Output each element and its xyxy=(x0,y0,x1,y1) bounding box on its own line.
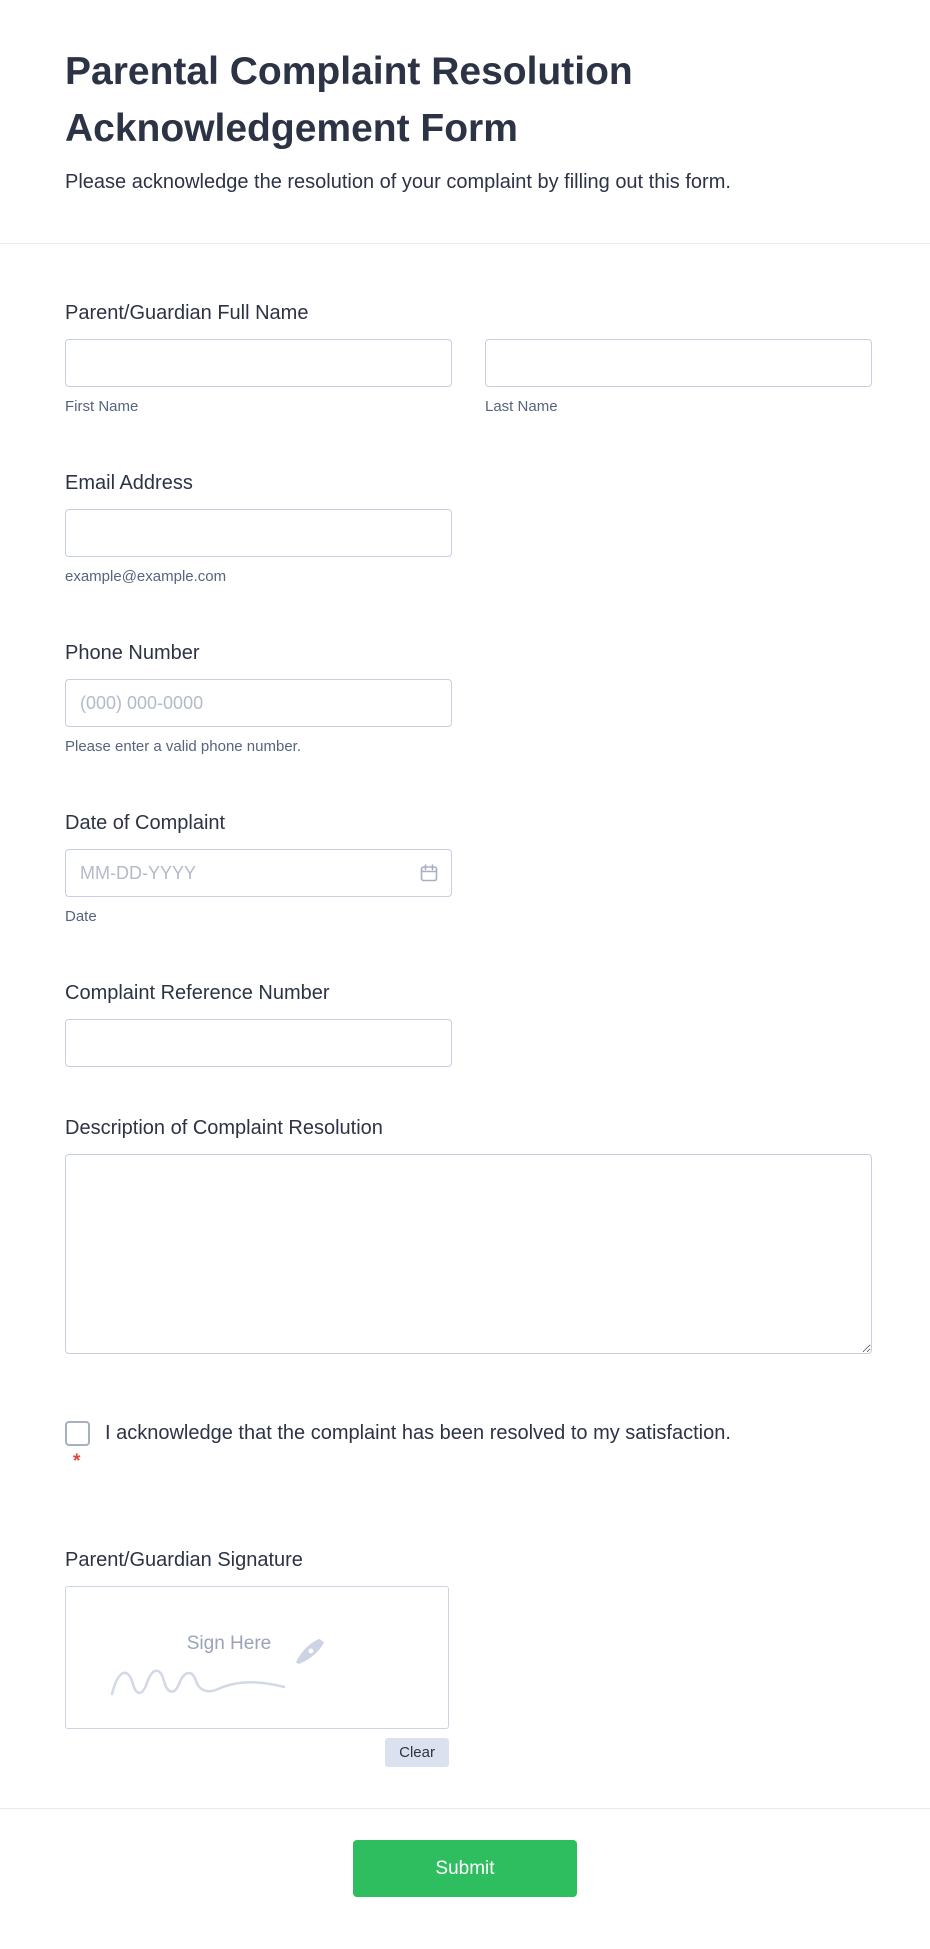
clear-signature-button[interactable]: Clear xyxy=(385,1738,449,1767)
email-sublabel: example@example.com xyxy=(65,568,227,586)
last-name-sublabel: Last Name xyxy=(485,398,558,416)
submit-button[interactable]: Submit xyxy=(353,1840,577,1897)
acknowledge-checkbox[interactable] xyxy=(65,1421,90,1446)
acknowledge-label[interactable]: I acknowledge that the complaint has been resolved to my satisfaction. xyxy=(105,1422,731,1445)
last-name-column xyxy=(485,339,872,415)
signature-wrap xyxy=(65,1586,449,1767)
form-subtitle: Please acknowledge the resolution of your complaint by filling out this form. xyxy=(65,171,731,194)
field-description xyxy=(65,1117,865,1359)
reference-label: Complaint Reference Number xyxy=(65,982,330,1005)
date-input[interactable] xyxy=(65,849,452,897)
signature-pad[interactable] xyxy=(65,1586,449,1729)
acknowledgement-row[interactable] xyxy=(65,1421,865,1446)
field-signature xyxy=(65,1549,865,1767)
phone-sublabel: Please enter a valid phone number. xyxy=(65,738,301,756)
description-label: Description of Complaint Resolution xyxy=(65,1117,383,1140)
name-row xyxy=(65,339,865,415)
sign-here-text: Sign Here xyxy=(186,1633,272,1655)
form-body xyxy=(0,244,930,1767)
description-textarea[interactable] xyxy=(65,1154,872,1354)
reference-input[interactable] xyxy=(65,1019,452,1067)
date-sublabel: Date xyxy=(65,908,97,926)
field-phone xyxy=(65,642,865,755)
form-header xyxy=(0,0,930,244)
email-input[interactable] xyxy=(65,509,452,557)
first-name-column xyxy=(65,339,452,415)
form-title: Parental Complaint Resolution Acknowledgement Form xyxy=(65,50,633,150)
email-label: Email Address xyxy=(65,472,193,495)
clear-row xyxy=(65,1738,449,1767)
field-full-name xyxy=(65,302,865,415)
field-date xyxy=(65,812,865,925)
date-input-wrap xyxy=(65,849,452,897)
full-name-label: Parent/Guardian Full Name xyxy=(65,302,309,325)
phone-input[interactable] xyxy=(65,679,452,727)
last-name-input[interactable] xyxy=(485,339,872,387)
first-name-input[interactable] xyxy=(65,339,452,387)
first-name-sublabel: First Name xyxy=(65,398,139,416)
field-reference xyxy=(65,982,865,1067)
field-email xyxy=(65,472,865,585)
date-label: Date of Complaint xyxy=(65,812,226,835)
pen-icon xyxy=(293,1635,327,1665)
signature-squiggle-decoration xyxy=(108,1654,288,1706)
phone-label: Phone Number xyxy=(65,642,200,665)
calendar-icon[interactable] xyxy=(419,863,439,883)
field-acknowledgement xyxy=(65,1421,865,1473)
required-asterisk: * xyxy=(73,1451,81,1473)
signature-label: Parent/Guardian Signature xyxy=(65,1549,303,1572)
